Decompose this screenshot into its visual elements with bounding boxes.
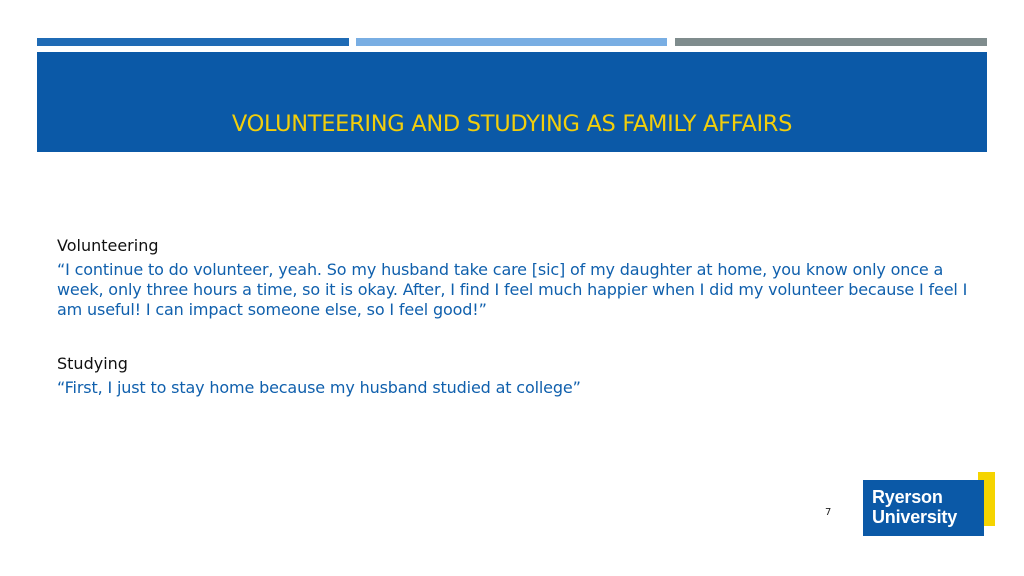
logo-line-2: University <box>872 507 958 527</box>
logo-wordmark <box>872 487 957 527</box>
page-number: 7 <box>825 507 832 518</box>
title-band <box>37 52 987 152</box>
section-heading-studying: Studying <box>57 354 128 373</box>
quote-volunteering: “I continue to do volunteer, yeah. So my husband take care [sic] of my daughter at home, you know only once a week, only three hours a time, so it is okay. After, I find I feel much happier when I did my volunteer because I feel I am useful! I can impact someone else, so I feel good!” <box>57 260 968 319</box>
slide-title: VOLUNTEERING AND STUDYING AS FAMILY AFFAIRS <box>231 111 793 137</box>
section-heading-volunteering: Volunteering <box>57 236 159 255</box>
logo-line-1: Ryerson <box>872 487 943 507</box>
top-accent-bar-gray <box>675 38 987 46</box>
top-accent-bar-dark-blue <box>37 38 349 46</box>
top-accent-bar-light-blue <box>356 38 667 46</box>
quote-studying: “First, I just to stay home because my husband studied at college” <box>57 378 581 397</box>
slide-body <box>57 236 977 398</box>
ryerson-university-logo <box>863 480 984 536</box>
